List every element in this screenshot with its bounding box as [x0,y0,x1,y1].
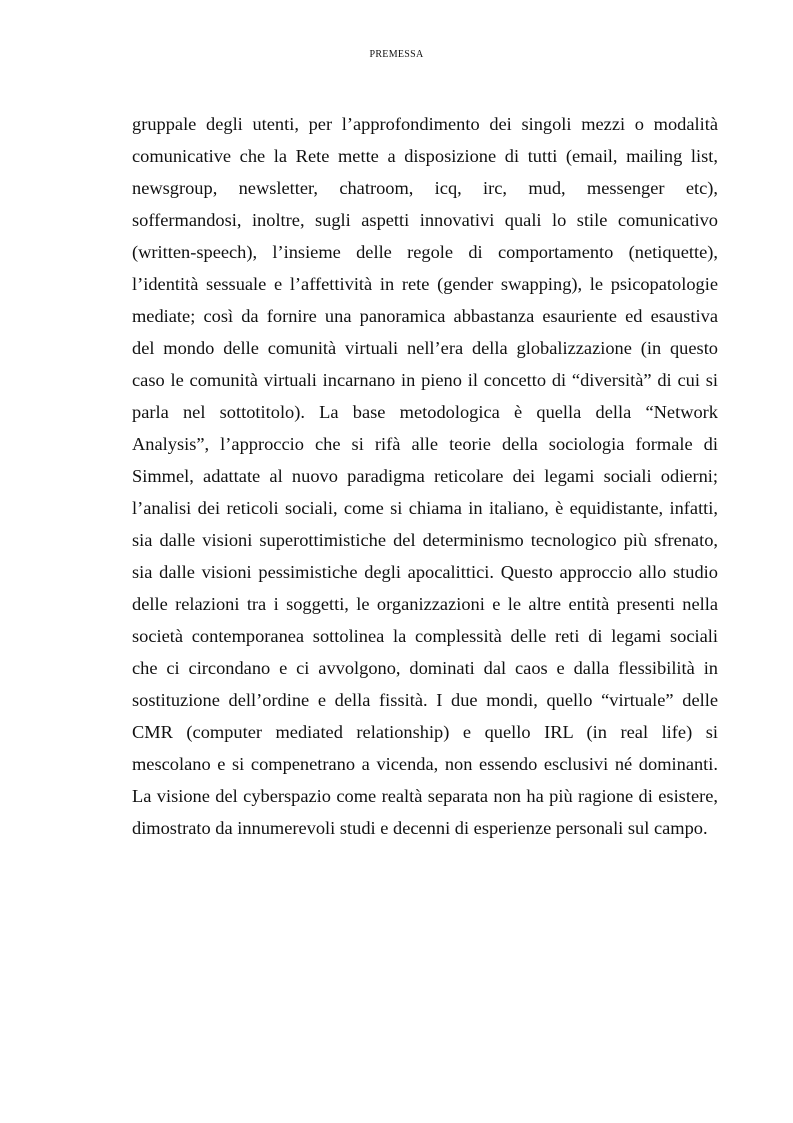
text-line: gruppale degli utenti, per l’approfondimento dei singoli mezzi o modalità [132,114,718,134]
text-line: delle relazioni tra i soggetti, le organizzazioni e le altre entità presenti nella [132,594,718,614]
text-line: (written-speech), l’insieme delle regole di comportamento (netiquette), [132,242,718,262]
body-paragraph [132,108,718,844]
text-line: Simmel, adattate al nuovo paradigma reticolare dei legami sociali odierni; [132,466,718,486]
text-line: parla nel sottotitolo). La base metodologica è quella della “Network [132,402,718,422]
text-line: che ci circondano e ci avvolgono, dominati dal caos e dalla flessibilità in [132,658,718,678]
text-line: caso le comunità virtuali incarnano in pieno il concetto di “diversità” di cui si [132,370,718,390]
text-line: Analysis”, l’approccio che si rifà alle teorie della sociologia formale di [132,434,718,454]
text-line: newsgroup, newsletter, chatroom, icq, irc, mud, messenger etc), [132,178,718,198]
running-header: PREMESSA [369,49,424,60]
text-line: del mondo delle comunità virtuali nell’era della globalizzazione (in questo [132,338,718,358]
text-line: mediate; così da fornire una panoramica abbastanza esauriente ed esaustiva [132,306,718,326]
text-line: sia dalle visioni pessimistiche degli apocalittici. Questo approccio allo studio [132,562,718,582]
text-line: l’identità sessuale e l’affettività in rete (gender swapping), le psicopatologie [132,274,718,294]
text-line: CMR (computer mediated relationship) e quello IRL (in real life) si [132,722,718,742]
text-line: sostituzione dell’ordine e della fissità. I due mondi, quello “virtuale” delle [132,690,718,710]
text-line: comunicative che la Rete mette a disposizione di tutti (email, mailing list, [132,146,718,166]
text-line: sia dalle visioni superottimistiche del determinismo tecnologico più sfrenato, [132,530,718,550]
text-line: dimostrato da innumerevoli studi e decenni di esperienze personali sul campo. [132,818,708,838]
text-line: soffermandosi, inoltre, sugli aspetti innovativi quali lo stile comunicativo [132,210,718,230]
text-line: mescolano e si compenetrano a vicenda, non essendo esclusivi né dominanti. [132,754,718,774]
text-line: l’analisi dei reticoli sociali, come si chiama in italiano, è equidistante, infatti, [132,498,718,518]
text-line: La visione del cyberspazio come realtà separata non ha più ragione di esistere, [132,786,718,806]
text-line: società contemporanea sottolinea la complessità delle reti di legami sociali [132,626,718,646]
